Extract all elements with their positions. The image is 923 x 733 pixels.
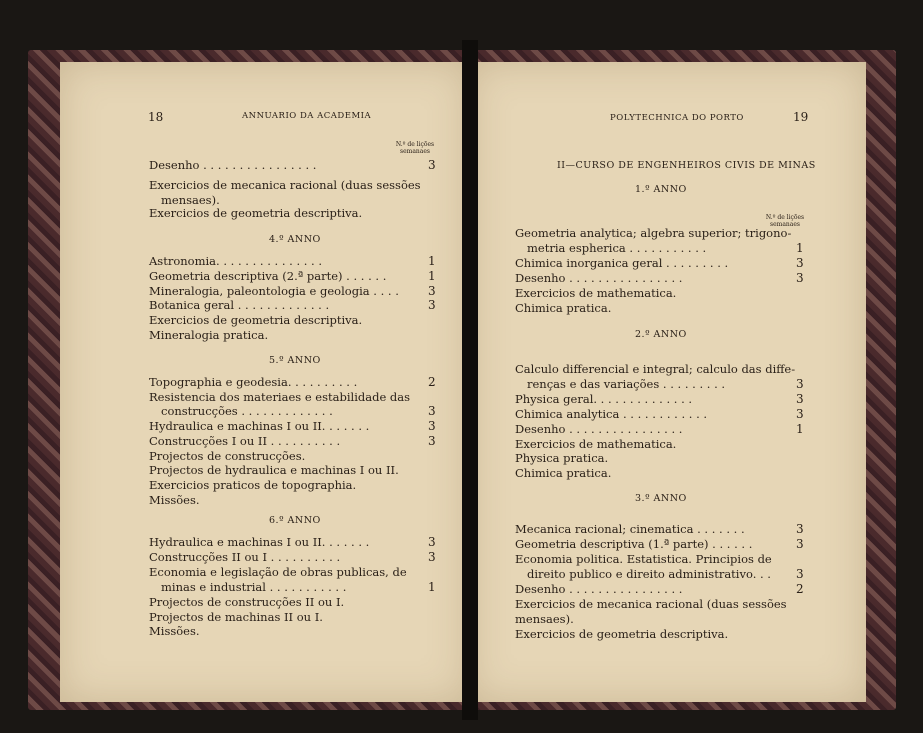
right-column-head: N.º de lições semanaes [765,214,805,228]
course-line: direito publico e direito administrativo. . . [527,567,771,581]
lessons-count: 3 [428,284,436,298]
course-line: Physica pratica. [515,451,609,465]
lessons-count: 3 [796,567,804,581]
book-gutter [462,40,478,720]
lessons-count: 3 [428,550,436,564]
year-heading: 5.º ANNO [269,355,321,366]
year-heading: 2.º ANNO [635,329,687,340]
course-line: Desenho . . . . . . . . . . . . . . . . [515,422,683,436]
course-line: Hydraulica e machinas I ou II. . . . . . . [149,419,370,433]
course-line: Geometria descriptiva (1.ª parte) . . . . . . [515,537,753,551]
lessons-count: 1 [796,241,804,255]
course-line: Projectos de machinas II ou I. [149,610,323,624]
course-line: Chimica analytica . . . . . . . . . . . . [515,407,708,421]
course-line: Calculo differencial e integral; calculo das diffe- [515,362,796,376]
left-column-head: N.º de lições semanaes [395,141,435,155]
course-line: Geometria analytica; algebra superior; trigono- [515,226,792,240]
lessons-count: 3 [428,535,436,549]
lessons-count: 3 [428,419,436,433]
right-page-number: 19 [793,110,809,124]
lessons-count: 2 [428,375,436,389]
course-line: Astronomia. . . . . . . . . . . . . . . [149,254,323,268]
year-heading: 4.º ANNO [269,234,321,245]
year-heading: 3.º ANNO [635,493,687,504]
course-line: Hydraulica e machinas I ou II. . . . . . . [149,535,370,549]
course-line: Geometria descriptiva (2.ª parte) . . . . . . [149,269,387,283]
course-line: Exercicios de mecanica racional (duas sessões [515,597,787,611]
course-line: Projectos de construcções II ou I. [149,595,345,609]
lessons-count: 3 [428,434,436,448]
lessons-count: 3 [428,404,436,418]
course-line: Physica geral. . . . . . . . . . . . . . [515,392,693,406]
lessons-count: 3 [796,407,804,421]
course-line: Exercicios praticos de topographia. [149,478,357,492]
course-line: Economia e legislação de obras publicas, de [149,565,407,579]
lessons-count: 1 [796,422,804,436]
course-line: construcções . . . . . . . . . . . . . [161,404,333,418]
course-line: metria espherica . . . . . . . . . . . [527,241,707,255]
course-line: Exercicios de mecanica racional (duas sessões [149,178,421,192]
lessons-count: 3 [796,271,804,285]
course-line: Chimica pratica. [515,301,612,315]
year-heading: 1.º ANNO [635,184,687,195]
course-line: Economia politica. Estatistica. Principios de [515,552,772,566]
course-line: Mineralogia pratica. [149,328,269,342]
lessons-count: 3 [428,158,436,172]
course-line: renças e das variações . . . . . . . . . [527,377,726,391]
course-line: Exercicios de geometria descriptiva. [149,313,363,327]
course-line: Resistencia dos materiaes e estabilidade das [149,390,411,404]
course-line: Mecanica racional; cinematica . . . . . . . [515,522,745,536]
right-section-title: II—CURSO DE ENGENHEIROS CIVIS DE MINAS [557,160,816,171]
course-line: Chimica inorganica geral . . . . . . . . . [515,256,729,270]
course-line: Botanica geral . . . . . . . . . . . . . [149,298,330,312]
lessons-count: 3 [796,522,804,536]
course-line: mensaes). [515,612,574,626]
lessons-count: 3 [796,377,804,391]
lessons-count: 3 [428,298,436,312]
course-line: Projectos de construcções. [149,449,306,463]
lessons-count: 3 [796,392,804,406]
course-line: Construcções I ou II . . . . . . . . . . [149,434,341,448]
course-line: minas e industrial . . . . . . . . . . . [161,580,347,594]
lessons-count: 3 [796,537,804,551]
course-line: Missões. [149,624,200,638]
left-page-number: 18 [148,110,164,124]
year-heading: 6.º ANNO [269,515,321,526]
course-line: Construcções II ou I . . . . . . . . . . [149,550,341,564]
lessons-count: 1 [428,580,436,594]
course-line: Desenho . . . . . . . . . . . . . . . . [149,158,317,172]
course-line: Projectos de hydraulica e machinas I ou II. [149,463,399,477]
course-line: Missões. [149,493,200,507]
lessons-count: 1 [428,269,436,283]
lessons-count: 1 [428,254,436,268]
course-line: Topographia e geodesia. . . . . . . . . . [149,375,358,389]
course-line: Exercicios de mathematica. [515,286,677,300]
course-line: Chimica pratica. [515,466,612,480]
course-line: Desenho . . . . . . . . . . . . . . . . [515,271,683,285]
course-line: Desenho . . . . . . . . . . . . . . . . [515,582,683,596]
lessons-count: 3 [796,256,804,270]
course-line: Mineralogia, paleontologia e geologia . . . . [149,284,399,298]
left-running-head: ANNUARIO DA ACADEMIA [242,111,372,121]
course-line: Exercicios de mathematica. [515,437,677,451]
course-line: Exercicios de geometria descriptiva. [149,206,363,220]
course-line: Exercicios de geometria descriptiva. [515,627,729,641]
course-line: mensaes). [161,193,220,207]
right-running-head: POLYTECHNICA DO PORTO [610,113,744,123]
lessons-count: 2 [796,582,804,596]
